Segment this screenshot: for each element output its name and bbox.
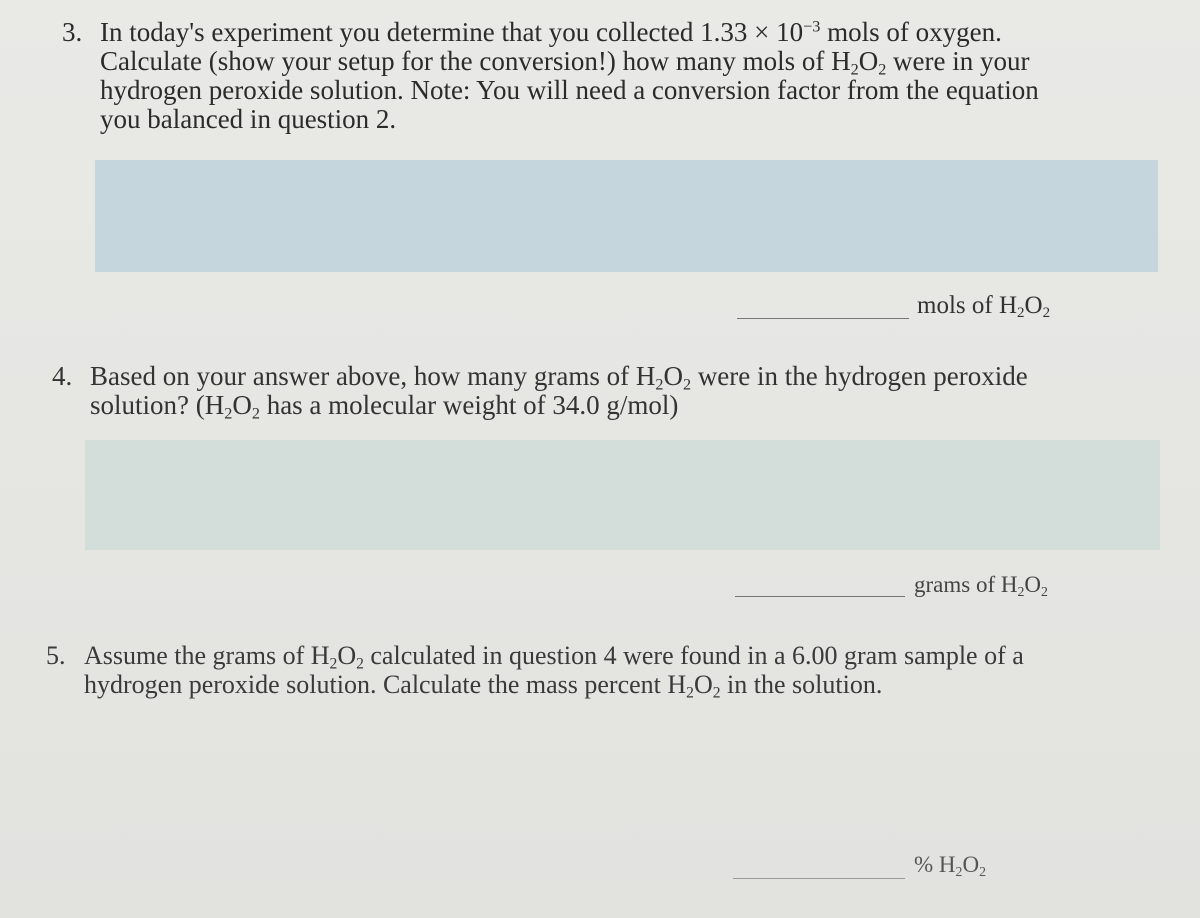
question-5-line-2: hydrogen peroxide solution. Calculate the mass percent $H_2O_2$ in the solution.: [84, 670, 883, 702]
question-3-line-2: Calculate (show your setup for the conversion!) how many mols of $H_2O_2$ were in your: [100, 46, 1030, 79]
question-5-text: [84, 641, 1024, 702]
question-3-line-1: In today's experiment you determine that you collected $1.33 \times 10^{-3}$ mols of oxygen.: [100, 17, 1002, 47]
question-4-text: [90, 361, 1028, 423]
question-4-line-1: Based on your answer above, how many grams of $H_2O_2$ were in the hydrogen peroxide: [90, 361, 1028, 394]
question-3-text: [100, 18, 1039, 134]
question-4-unit-label: grams of $H_2O_2$: [914, 572, 1048, 599]
question-4-answer-box[interactable]: [85, 440, 1160, 550]
question-5-number: 5.: [46, 641, 66, 670]
question-5-line-1: Assume the grams of $H_2O_2$ calculated in question 4 were found in a 6.00 gram sample of a: [84, 641, 1024, 673]
question-3-unit-label: mols of $H_2O_2$: [917, 292, 1051, 322]
question-4-number: 4.: [52, 361, 73, 391]
question-3-number: 3.: [62, 17, 83, 47]
question-5-unit-label: % $H_2O_2$: [914, 852, 986, 879]
question-3-line-4: you balanced in question 2.: [100, 104, 397, 134]
question-3-answer-box[interactable]: [95, 160, 1158, 272]
question-4-answer-blank[interactable]: [735, 596, 905, 597]
question-3-answer-blank[interactable]: [737, 318, 909, 319]
question-4-line-2: solution? ($H_2O_2$ has a molecular weight of 34.0 g/mol): [90, 390, 679, 423]
question-3-line-3: hydrogen peroxide solution. Note: You will need a conversion factor from the equation: [100, 75, 1039, 105]
question-5-answer-blank[interactable]: [733, 878, 905, 879]
